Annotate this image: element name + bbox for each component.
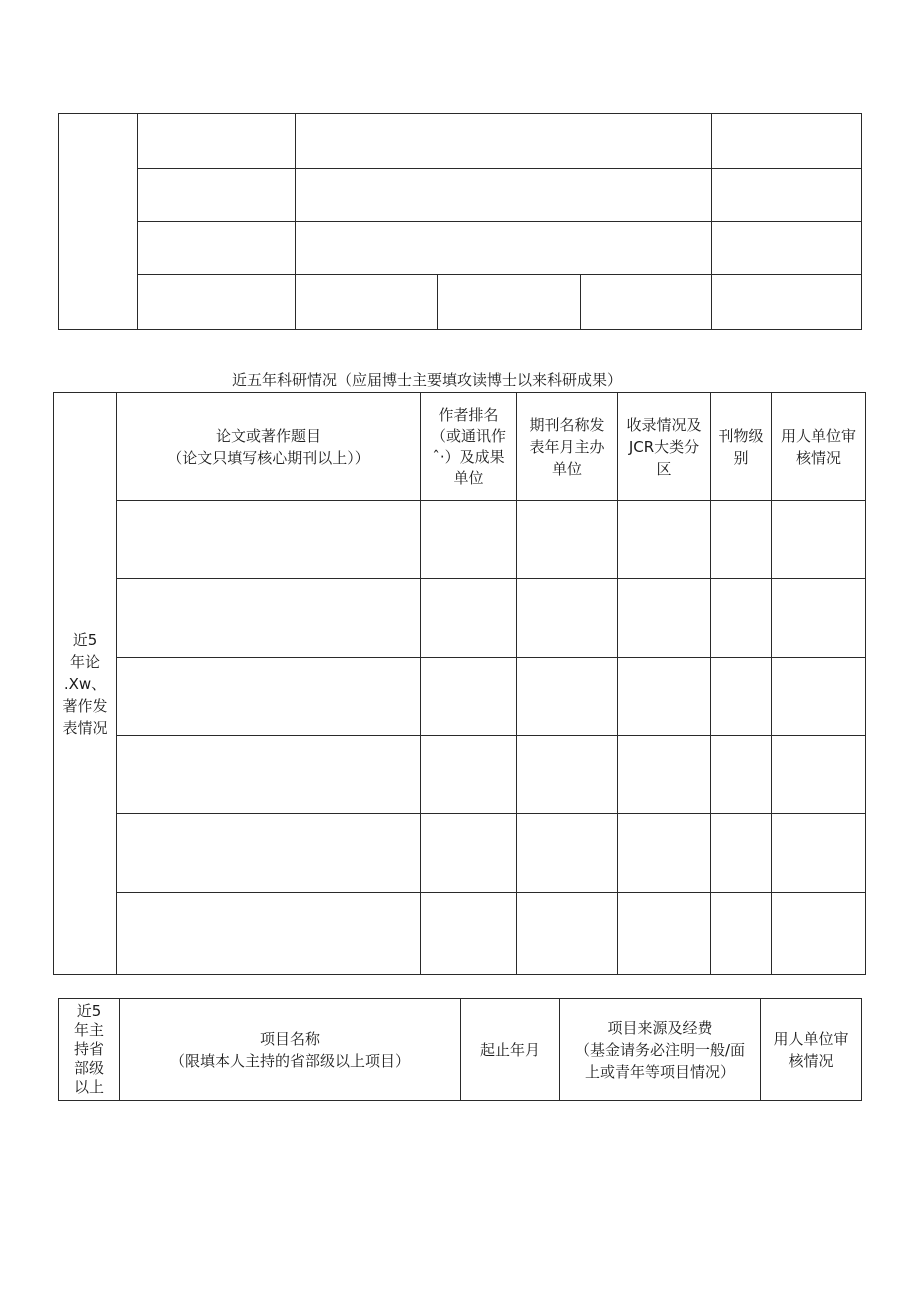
publication-row[interactable] xyxy=(117,658,865,735)
projects-header-name: 项目名称 （限填本人主持的省部级以上项目） xyxy=(169,1029,410,1070)
top-table-cell-r3-review[interactable] xyxy=(712,222,861,274)
top-table-cell-r4-b[interactable] xyxy=(438,275,580,329)
publications-header-title: 论文或著作题目 （论文只填写核心期刊以上）） xyxy=(167,426,370,467)
top-table-cell-r1-review[interactable] xyxy=(712,114,861,168)
publications-header-author-rank: 作者排名 （或通讯作 ˆ·）及成果 单位 xyxy=(430,405,506,487)
publication-row[interactable] xyxy=(117,579,865,657)
top-table-cell-r2-review[interactable] xyxy=(712,169,861,221)
top-table-cell-r4-review[interactable] xyxy=(712,275,861,329)
top-table-cell-r1-label[interactable] xyxy=(138,114,295,168)
projects-side-label: 近5 年主 持省 部级 以上 xyxy=(73,1002,104,1096)
top-table-cell-r2-label[interactable] xyxy=(138,169,295,221)
publication-row[interactable] xyxy=(117,736,865,813)
section-heading: 近五年科研情况（应届博士主要填攻读博士以来科研成果） xyxy=(232,371,623,389)
publications-header-indexing: 收录情况及 JCR大类分 区 xyxy=(626,415,702,478)
publications-header-journal: 期刊名称发 表年月主办 单位 xyxy=(529,415,605,478)
projects-header-period: 起止年月 xyxy=(479,1040,540,1059)
publications-side-label: 近5 年论 .Xw、 著作发 表情况 xyxy=(62,630,108,737)
top-table-cell-r3-label[interactable] xyxy=(138,222,295,274)
publication-row[interactable] xyxy=(117,814,865,892)
projects-header-source: 项目来源及经费 （基金请务必注明一般/面 上或青年等项目情况） xyxy=(574,1018,746,1081)
publication-row[interactable] xyxy=(117,501,865,578)
publications-header-level: 刊物级 别 xyxy=(718,426,764,467)
top-table-cell-r3-value[interactable] xyxy=(296,222,711,274)
top-table-cell-r4-label[interactable] xyxy=(138,275,295,329)
top-table-cell-r4-a[interactable] xyxy=(296,275,437,329)
top-table-cell-r1-value[interactable] xyxy=(296,114,711,168)
publication-row[interactable] xyxy=(117,893,865,974)
top-table-cell-r4-c[interactable] xyxy=(581,275,711,329)
projects-header-review: 用人单位审 核情况 xyxy=(773,1029,849,1070)
top-table-cell-r2-value[interactable] xyxy=(296,169,711,221)
publications-header-review: 用人单位审 核情况 xyxy=(780,426,856,467)
